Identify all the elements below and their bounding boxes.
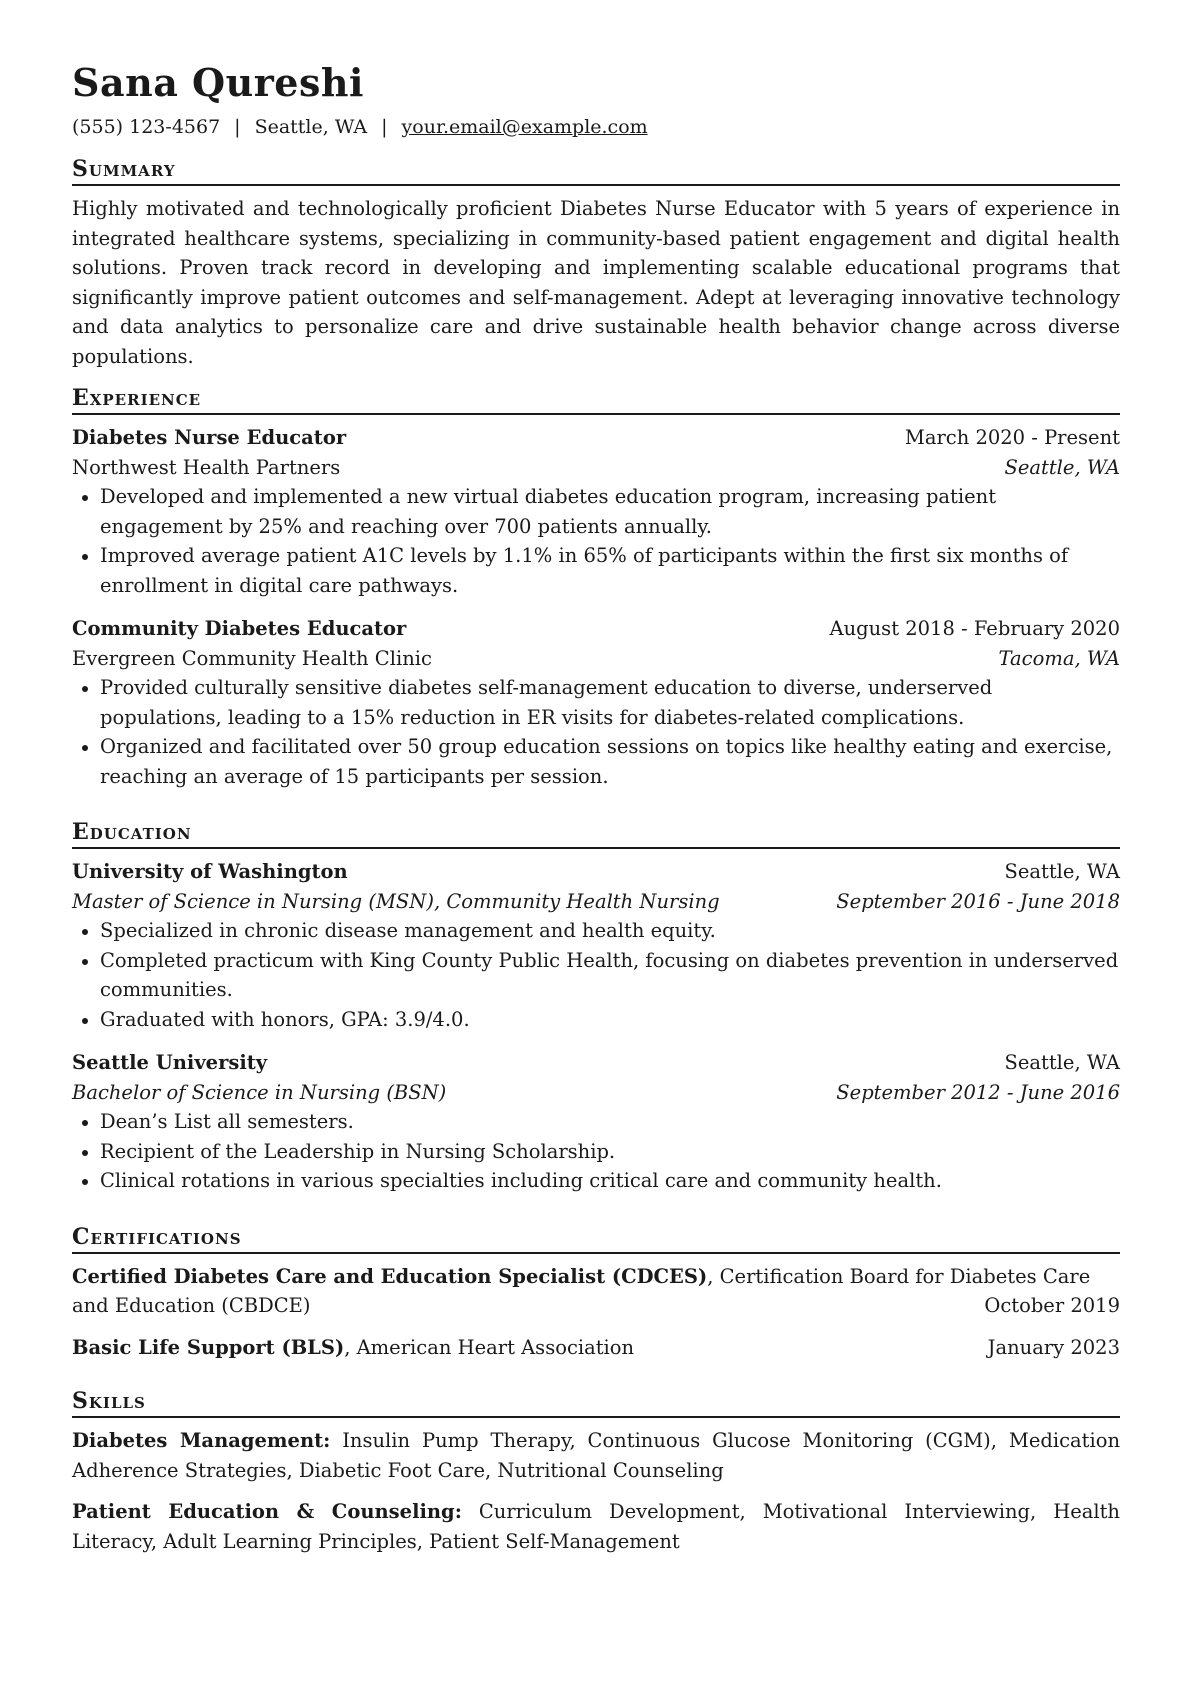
bullet-item: Developed and implemented a new virtual diabetes education program, increasing patient engagement by 25% and reaching over 700 patients annually.: [72, 482, 1120, 541]
section-title-education: Education: [72, 805, 1120, 849]
degree-name: Bachelor of Science in Nursing (BSN): [72, 1080, 447, 1104]
certification-entry: [72, 1262, 1120, 1321]
section-title-certifications: Certifications: [72, 1210, 1120, 1254]
job-dates: August 2018 - February 2020: [829, 617, 1120, 640]
location: Seattle, WA: [254, 116, 368, 138]
degree-dates: September 2016 - June 2018: [836, 889, 1120, 913]
bullet-item: Clinical rotations in various specialties including critical care and community health.: [72, 1166, 1120, 1196]
skill-label: Patient Education & Counseling:: [72, 1500, 462, 1523]
job-header: [72, 423, 1120, 453]
school-name: Seattle University: [72, 1051, 268, 1074]
skill-label: Diabetes Management:: [72, 1429, 331, 1452]
school-location: Seattle, WA: [1004, 860, 1120, 883]
certification-date: January 2023: [987, 1335, 1120, 1359]
job-location: Tacoma, WA: [998, 646, 1120, 670]
education-bullets: [72, 1107, 1120, 1196]
experience-entry: [72, 423, 1120, 600]
certification-entry: [72, 1333, 1120, 1363]
skills-section: [72, 1374, 1120, 1556]
section-title-skills: Skills: [72, 1374, 1120, 1418]
job-header: [72, 614, 1120, 644]
certification-name: Basic Life Support (BLS): [72, 1335, 345, 1359]
contact-separator: |: [381, 116, 388, 138]
bullet-item: Improved average patient A1C levels by 1.1% in 65% of participants within the first six months of enrollment in digital care pathways.: [72, 541, 1120, 600]
job-bullets: [72, 482, 1120, 600]
certification-issuer: , Certification Board for Diabetes Care: [707, 1264, 1091, 1288]
education-entry: [72, 857, 1120, 1034]
degree-name: Master of Science in Nursing (MSN), Community Health Nursing: [72, 889, 720, 913]
skill-group: [72, 1426, 1120, 1485]
education-entry: [72, 1048, 1120, 1196]
resume-content: [72, 60, 1120, 1568]
bullet-item: Provided culturally sensitive diabetes self-management education to diverse, underserved populations, leading to a 15% reduction in ER visits for diabetes-related complications.: [72, 673, 1120, 732]
bullet-item: Organized and facilitated over 50 group education sessions on topics like healthy eating and exercise, reaching an average of 15 participants per session.: [72, 732, 1120, 791]
bullet-item: Graduated with honors, GPA: 3.9/4.0.: [72, 1005, 1120, 1035]
section-title-summary: Summary: [72, 142, 1120, 186]
bullet-item: Completed practicum with King County Public Health, focusing on diabetes prevention in underserved communities.: [72, 946, 1120, 1005]
bullet-item: Specialized in chronic disease management and health equity.: [72, 916, 1120, 946]
bullet-item: Dean’s List all semesters.: [72, 1107, 1120, 1137]
experience-section: [72, 371, 1120, 791]
certification-line: [72, 1262, 1120, 1292]
job-subheader: [72, 644, 1120, 674]
education-bullets: [72, 916, 1120, 1034]
certification-name: Certified Diabetes Care and Education Specialist (CDCES): [72, 1264, 708, 1288]
job-role: Community Diabetes Educator: [72, 617, 407, 640]
certification-issuer-cont: and Education (CBDCE): [72, 1294, 311, 1317]
degree-dates: September 2012 - June 2016: [836, 1080, 1120, 1104]
summary-text: Highly motivated and technologically proficient Diabetes Nurse Educator with 5 years of experience in integrated healthcare systems, specializing in community-based patient engagement and digital health solutions. Proven track record in developing and implementing scalable educational programs that significantly improve patient outcomes and self-management. Adept at leveraging innovative technology and data analytics to personalize care and drive sustainable health behavior change across diverse populations.: [72, 197, 1120, 368]
job-subheader: [72, 453, 1120, 483]
job-dates: March 2020 - Present: [904, 426, 1120, 449]
contact-separator: |: [234, 116, 241, 138]
school-name: University of Washington: [72, 860, 348, 883]
job-location: Seattle, WA: [1004, 455, 1120, 479]
summary-section: [72, 142, 1120, 371]
school-header: [72, 1048, 1120, 1078]
certification-line: [72, 1291, 1120, 1321]
skill-list: Curriculum Development, Motivational Interviewing, Health Literacy, Adult Learning Principles, Patient Self-Management: [72, 1500, 1120, 1553]
certification-issuer: , American Heart Association: [344, 1335, 635, 1359]
phone-number: (555) 123-4567: [72, 116, 221, 138]
bullet-item: Recipient of the Leadership in Nursing Scholarship.: [72, 1137, 1120, 1167]
education-section: [72, 805, 1120, 1196]
degree-line: [72, 1078, 1120, 1108]
job-organization: Evergreen Community Health Clinic: [72, 646, 432, 670]
job-bullets: [72, 673, 1120, 791]
school-header: [72, 857, 1120, 887]
degree-line: [72, 887, 1120, 917]
email-link[interactable]: your.email@example.com: [401, 116, 648, 138]
job-role: Diabetes Nurse Educator: [72, 426, 347, 449]
contact-line: [72, 112, 1120, 142]
certification-line: [72, 1333, 1120, 1363]
experience-entry: [72, 614, 1120, 791]
skill-group: [72, 1497, 1120, 1556]
certification-date: October 2019: [984, 1294, 1120, 1317]
candidate-name: Sana Qureshi: [72, 60, 364, 105]
job-organization: Northwest Health Partners: [72, 455, 341, 479]
school-location: Seattle, WA: [1004, 1051, 1120, 1074]
section-title-experience: Experience: [72, 371, 1120, 415]
skill-list: Insulin Pump Therapy, Continuous Glucose Monitoring (CGM), Medication Adherence Strategies, Diabetic Foot Care, Nutritional Counseling: [72, 1429, 1121, 1482]
certifications-section: [72, 1210, 1120, 1363]
